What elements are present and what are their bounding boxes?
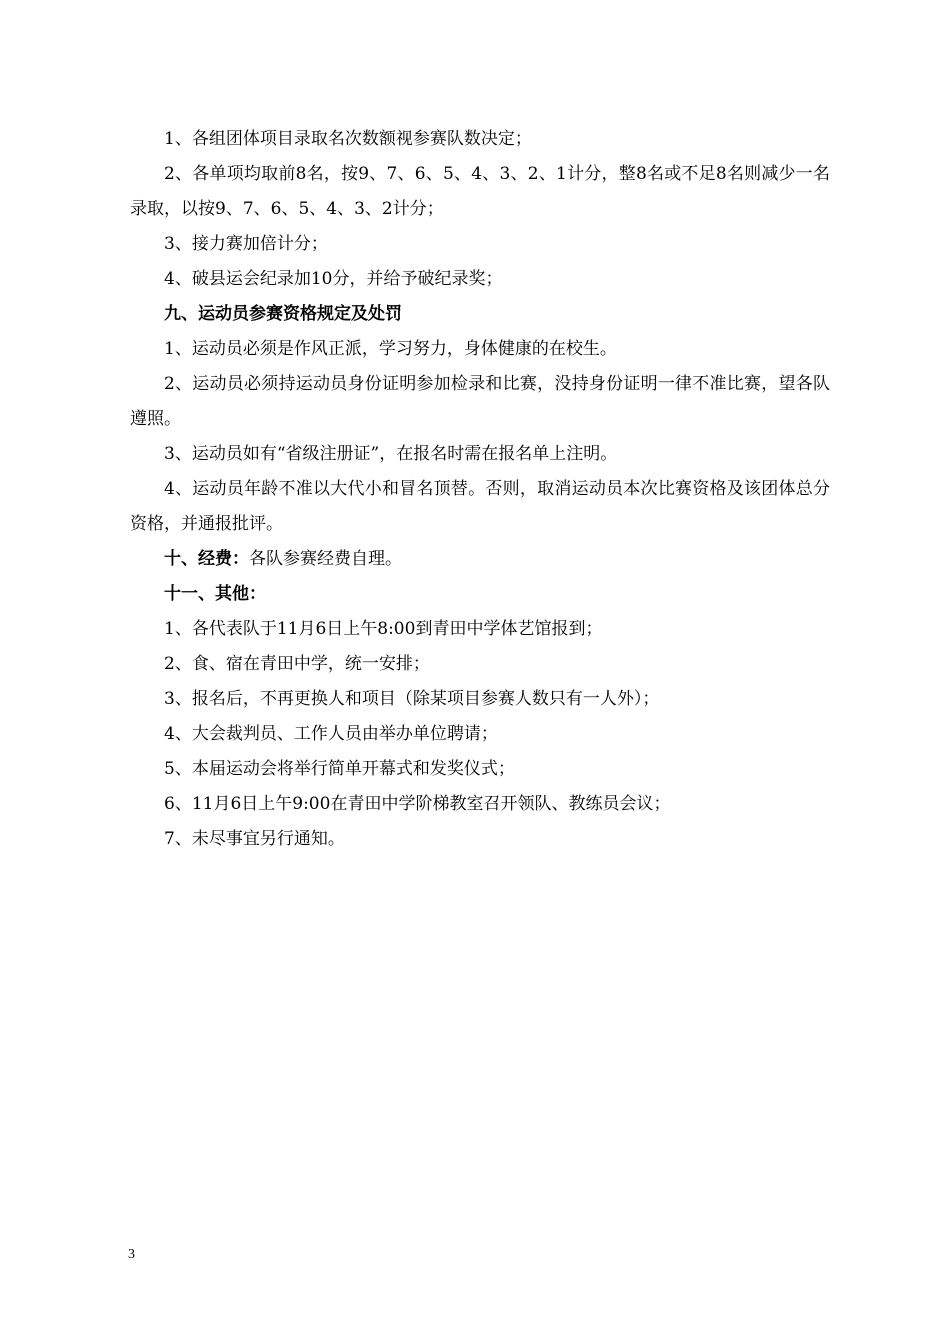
- section-heading-eligibility: 九、运动员参赛资格规定及处罚: [164, 304, 402, 324]
- other-item-6: 6、11月6日上午9:00在青田中学阶梯教室召开领队、教练员会议；: [164, 794, 671, 814]
- funding-paragraph: [130, 542, 830, 577]
- scoring-item-1: 1、各组团体项目录取名次数额视参赛队数决定；: [164, 129, 532, 149]
- section-heading-funding: 十、经费：: [164, 549, 249, 569]
- other-item-2: 2、食、宿在青田中学，统一安排；: [164, 654, 430, 674]
- other-item-1: 1、各代表队于11月6日上午8:00到青田中学体艺馆报到；: [164, 619, 603, 639]
- funding-text: 各队参赛经费自理。: [249, 549, 402, 569]
- eligibility-item-1: 1、运动员必须是作风正派，学习努力，身体健康的在校生。: [164, 339, 617, 359]
- eligibility-item-2: 2、运动员必须持运动员身份证明参加检录和比赛，没持身份证明一律不准比赛，望各队遵照。: [130, 374, 830, 429]
- scoring-item-4: 4、破县运会纪录加10分，并给予破纪录奖；: [164, 269, 503, 289]
- eligibility-item-3: 3、运动员如有“省级注册证”，在报名时需在报名单上注明。: [164, 444, 618, 464]
- other-item-4: 4、大会裁判员、工作人员由举办单位聘请；: [164, 724, 498, 744]
- page-number: 3: [128, 1247, 135, 1262]
- scoring-item-2: 2、各单项均取前8名，按9、7、6、5、4、3、2、1计分，整8名或不足8名则减少一名录取，以按9、7、6、5、4、3、2计分；: [130, 164, 830, 219]
- other-item-3: 3、报名后，不再更换人和项目（除某项目参赛人数只有一人外）；: [164, 689, 660, 709]
- section-heading-other: 十一、其他：: [164, 584, 266, 604]
- other-item-5: 5、本届运动会将举行简单开幕式和发奖仪式；: [164, 759, 515, 779]
- scoring-item-3: 3、接力赛加倍计分；: [164, 234, 328, 254]
- other-item-7: 7、未尽事宜另行通知。: [164, 829, 345, 849]
- document-body: [130, 122, 830, 857]
- eligibility-item-4: 4、运动员年龄不准以大代小和冒名顶替。否则，取消运动员本次比赛资格及该团体总分资格，并通报批评。: [130, 479, 830, 534]
